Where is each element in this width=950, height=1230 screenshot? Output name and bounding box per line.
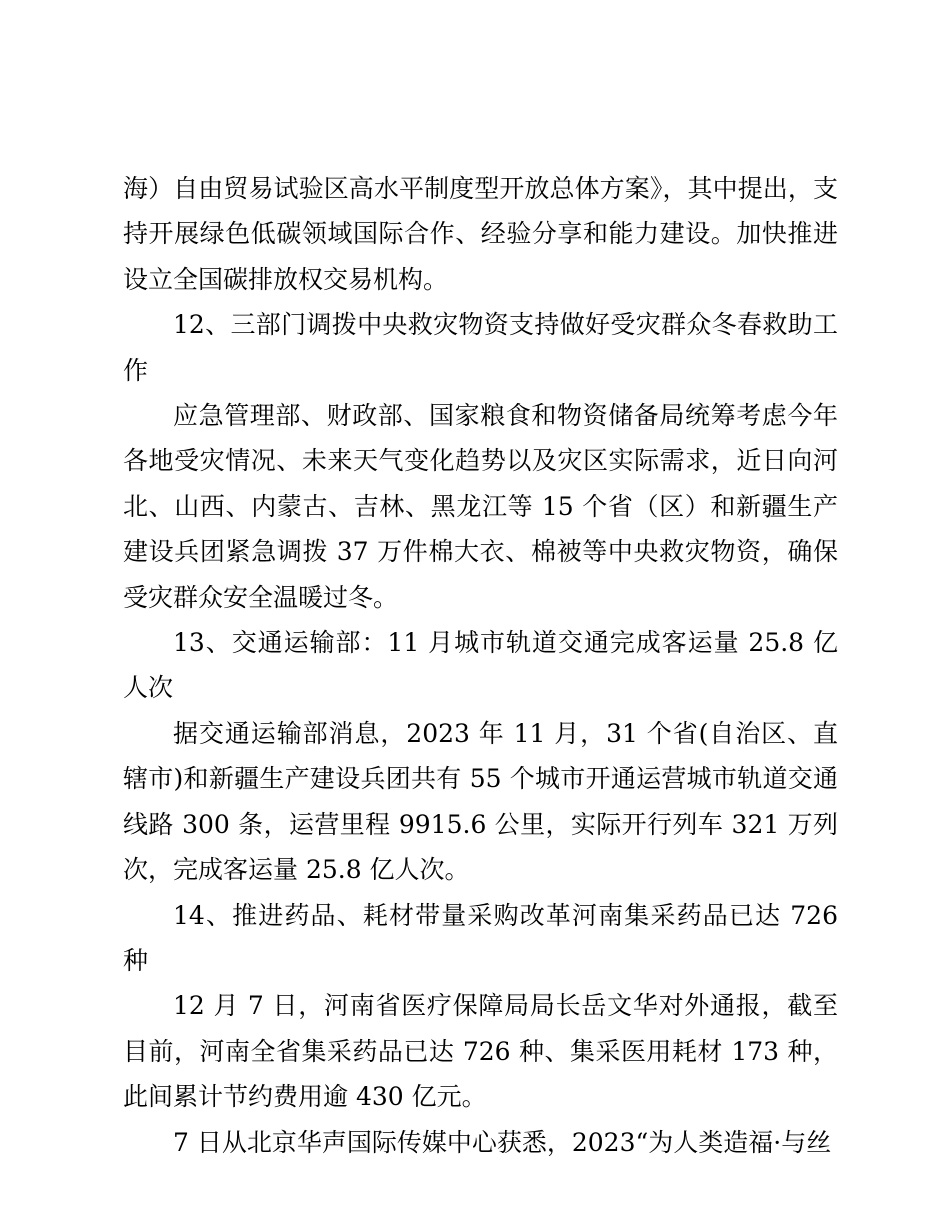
- paragraph-rail-transit: 据交通运输部消息，2023 年 11 月，31 个省(自治区、直辖市)和新疆生产建设兵团共有 55 个城市开通运营城市轨道交通线路 300 条，运营里程 9915.6 公里，实际开行列车 321 万列次，完成客运量 25.8 亿人次。: [123, 718, 838, 885]
- paragraph-disaster-relief: 应急管理部、财政部、国家粮食和物资储备局统筹考虑今年各地受灾情况、未来天气变化趋势以及灾区实际需求，近日向河北、山西、内蒙古、吉林、黑龙江等 15 个省（区）和新疆生产建设兵团紧急调拨 37 万件棉大衣、棉被等中央救灾物资，确保受灾群众安全温暖过冬。: [123, 401, 838, 612]
- paragraph-carbon-trading: 海）自由贸易试验区高水平制度型开放总体方案》，其中提出，支持开展绿色低碳领域国际合作、经验分享和能力建设。加快推进设立全国碳排放权交易机构。: [123, 174, 838, 294]
- document-body: [123, 166, 838, 1165]
- heading-item-12: 12、三部门调拨中央救灾物资支持做好受灾群众冬春救助工作: [123, 310, 838, 385]
- heading-item-14: 14、推进药品、耗材带量采购改革河南集采药品已达 726 种: [123, 900, 838, 975]
- paragraph-drug-procurement: 12 月 7 日，河南省医疗保障局局长岳文华对外通报，截至目前，河南全省集采药品已达 726 种、集采医用耗材 173 种，此间累计节约费用逾 430 亿元。: [123, 991, 838, 1112]
- paragraph-silk-road: 7 日从北京华声国际传媒中心获悉，2023“为人类造福·与丝: [173, 1127, 832, 1157]
- heading-item-13: 13、交通运输部：11 月城市轨道交通完成客运量 25.8 亿人次: [123, 628, 838, 703]
